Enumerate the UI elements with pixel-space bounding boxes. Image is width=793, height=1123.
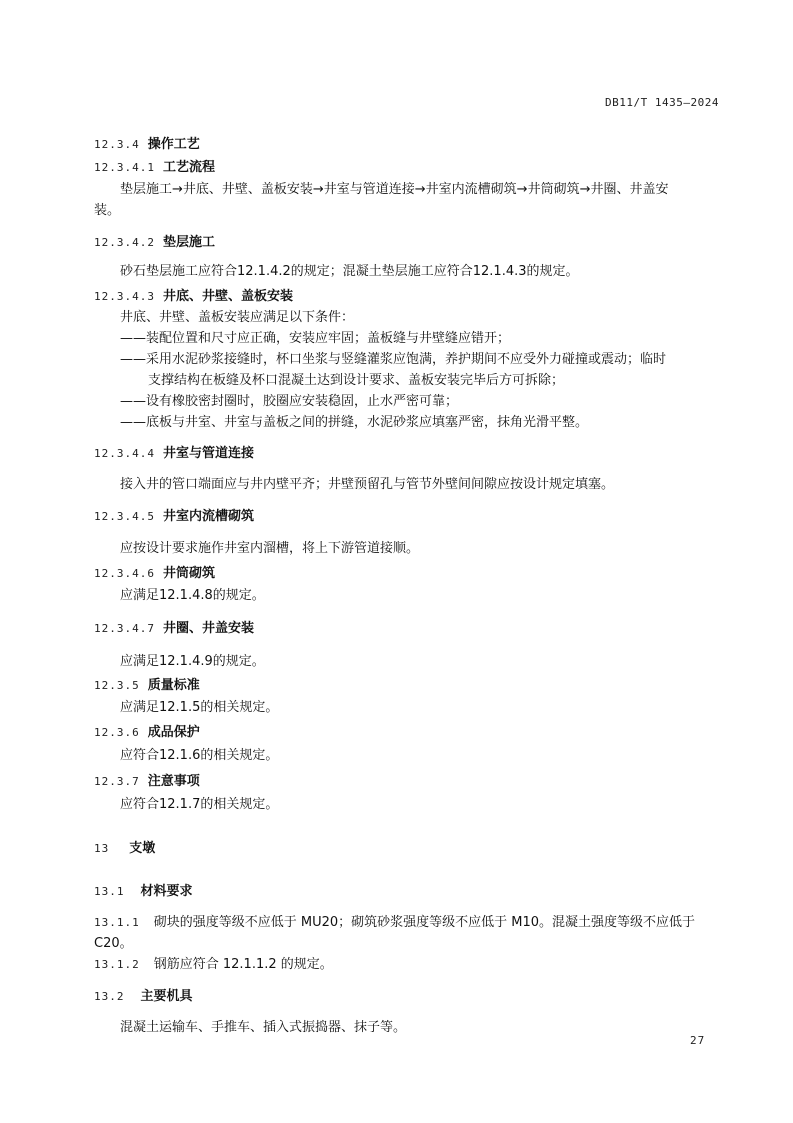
installation-intro: 井底、井壁、盖板安装应满足以下条件：	[120, 310, 355, 325]
clause-number: 13.1.1	[94, 916, 140, 929]
list-item: ——底板与井室、井室与盖板之间的拼缝，水泥砂浆应填塞严密，抹角光滑平整。	[120, 415, 589, 430]
section-number: 13.1	[94, 885, 125, 898]
section-title: 井室与管道连接	[162, 446, 254, 461]
section-title: 材料要求	[140, 884, 193, 899]
section-number: 12.3.4.4	[94, 447, 155, 460]
section-12-3-4-heading	[94, 133, 200, 152]
cushion-construction-text: 砂石垫层施工应符合12.1.4.2的规定；混凝土垫层施工应符合12.1.4.3的规定。	[120, 264, 579, 279]
section-title: 井室内流槽砌筑	[162, 509, 254, 524]
section-12-3-4-2-heading	[94, 231, 215, 250]
section-number: 12.3.4.2	[94, 236, 155, 249]
clause-number: 13.1.2	[94, 958, 140, 971]
section-13-2-heading	[94, 985, 193, 1004]
section-number: 12.3.4.6	[94, 567, 155, 580]
section-number: 12.3.4.5	[94, 510, 155, 523]
section-13-1-heading	[94, 880, 193, 899]
section-title: 井圈、井盖安装	[162, 621, 254, 636]
section-number: 13.2	[94, 990, 125, 1003]
section-12-3-4-6-heading	[94, 562, 215, 581]
process-flow-line-1: 垫层施工→井底、井壁、盖板安装→井室与管道连接→井室内流槽砌筑→井筒砌筑→井圈、井盖安	[120, 182, 669, 197]
document-code: DB11/T 1435—2024	[605, 96, 719, 109]
page-number: 27	[690, 1034, 706, 1047]
chapter-number: 13	[94, 842, 110, 855]
shaft-masonry-text: 应满足12.1.4.8的规定。	[120, 588, 265, 603]
list-item: ——设有橡胶密封圈时，胶圈应安装稳固，止水严密可靠；	[120, 394, 459, 409]
process-flow-line-2: 装。	[94, 203, 121, 218]
section-number: 12.3.4.1	[94, 161, 155, 174]
clause-text-line-1: 砌块的强度等级不应低于 MU20；砌筑砂浆强度等级不应低于 M10。混凝土强度等级不应低于	[153, 915, 696, 930]
section-12-3-4-4-heading	[94, 442, 254, 461]
section-12-3-4-5-heading	[94, 505, 254, 524]
pipe-connection-text: 接入井的管口端面应与井内壁平齐；井壁预留孔与管节外壁间间隙应按设计规定填塞。	[120, 477, 615, 492]
section-number: 12.3.5	[94, 679, 140, 692]
section-12-3-4-1-heading	[94, 156, 215, 175]
section-12-3-4-7-heading	[94, 617, 254, 636]
clause-text: 钢筋应符合 12.1.1.2 的规定。	[153, 957, 333, 972]
list-item: ——装配位置和尺寸应正确，安装应牢固；盖板缝与井壁缝应错开；	[120, 331, 511, 346]
section-number: 12.3.6	[94, 726, 140, 739]
section-title: 成品保护	[147, 725, 200, 740]
equipment-text: 混凝土运输车、手推车、插入式振捣器、抹子等。	[120, 1020, 407, 1035]
section-number: 12.3.7	[94, 775, 140, 788]
chapter-title: 支墩	[129, 841, 156, 856]
clause-13-1-2	[94, 953, 333, 972]
section-number: 12.3.4	[94, 138, 140, 151]
section-12-3-7-heading	[94, 770, 200, 789]
section-title: 操作工艺	[147, 137, 200, 152]
section-12-3-6-heading	[94, 721, 200, 740]
product-protection-text: 应符合12.1.6的相关规定。	[120, 748, 279, 763]
section-title: 井底、井壁、盖板安装	[162, 289, 293, 304]
clause-13-1-1	[94, 911, 695, 930]
chapter-13-heading	[94, 837, 155, 856]
list-item-continuation: 支撑结构在板缝及杯口混凝土达到设计要求、盖板安装完毕后方可拆除；	[148, 373, 565, 388]
quality-standard-text: 应满足12.1.5的相关规定。	[120, 700, 279, 715]
notes-text: 应符合12.1.7的相关规定。	[120, 797, 279, 812]
section-title: 主要机具	[140, 989, 193, 1004]
section-number: 12.3.4.3	[94, 290, 155, 303]
section-title: 垫层施工	[162, 235, 215, 250]
flow-channel-text: 应按设计要求施作井室内溜槽，将上下游管道接顺。	[120, 541, 420, 556]
list-item: ——采用水泥砂浆接缝时，杯口坐浆与竖缝灌浆应饱满，养护期间不应受外力碰撞或震动；临时	[120, 352, 667, 367]
clause-text-line-2: C20。	[94, 936, 133, 951]
section-12-3-4-3-heading	[94, 285, 293, 304]
section-title: 井筒砌筑	[162, 566, 215, 581]
section-title: 工艺流程	[162, 160, 215, 175]
section-number: 12.3.4.7	[94, 622, 155, 635]
section-title: 质量标准	[147, 678, 200, 693]
section-12-3-5-heading	[94, 674, 200, 693]
cover-installation-text: 应满足12.1.4.9的规定。	[120, 654, 265, 669]
section-title: 注意事项	[147, 774, 200, 789]
